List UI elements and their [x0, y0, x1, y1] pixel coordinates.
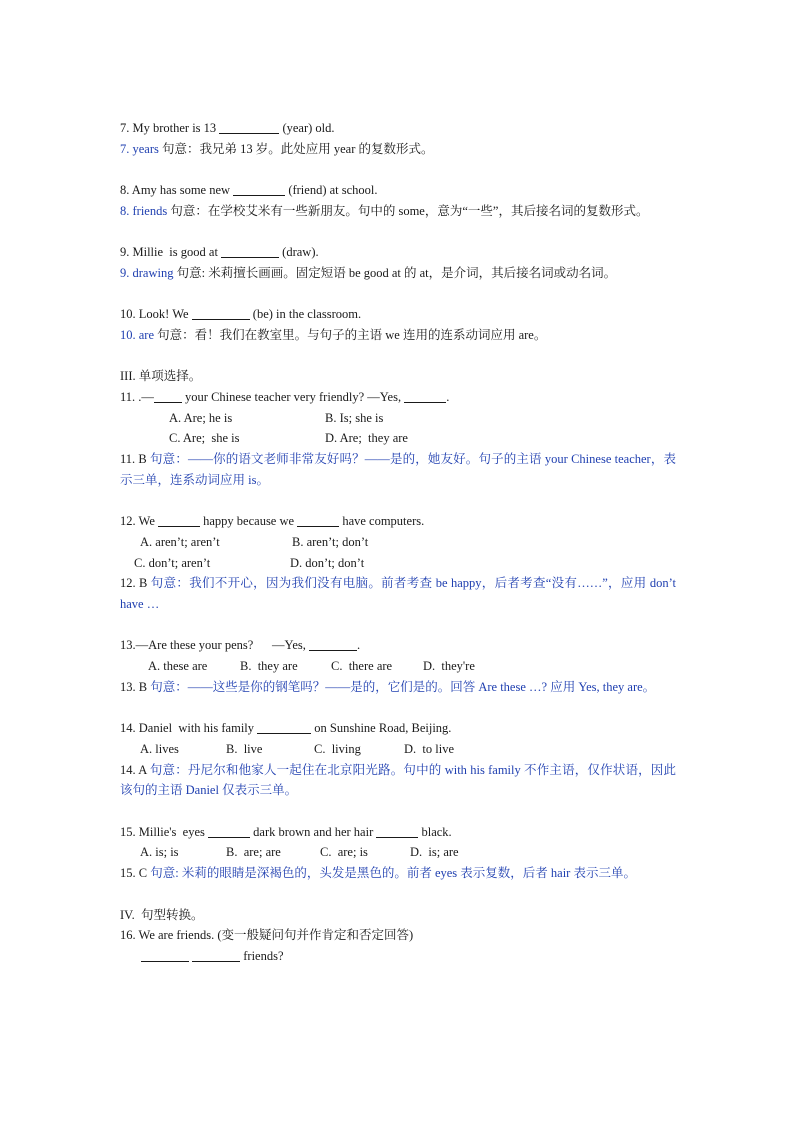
- answer-8-explanation: 句意：在学校艾米有一些新朋友。句中的 some，意为“一些”，其后接名词的复数形式。: [167, 203, 649, 218]
- answer-blank[interactable]: [141, 948, 189, 962]
- option-d[interactable]: D. Are; they are: [325, 431, 408, 446]
- option-b[interactable]: B. they are: [240, 659, 298, 674]
- question-7: [120, 118, 676, 139]
- question-10-text-end: (be) in the classroom.: [249, 307, 362, 322]
- question-12-options-row-2: [120, 553, 676, 574]
- question-15-options: [120, 842, 676, 863]
- question-11-text-mid: your Chinese teacher very friendly? —Yes,: [181, 390, 405, 405]
- question-11-options-row-1: [120, 408, 676, 429]
- answer-7-key: 7. years: [120, 141, 159, 156]
- question-12-text-end: have computers.: [339, 514, 425, 529]
- answer-blank[interactable]: [404, 389, 446, 403]
- answer-10-key: 10. are: [120, 327, 155, 342]
- option-d[interactable]: D. they're: [423, 659, 475, 674]
- option-d[interactable]: D. is; are: [410, 845, 459, 860]
- answer-11: [120, 449, 676, 490]
- answer-15: [120, 863, 676, 884]
- question-15-text-end: black.: [418, 824, 452, 839]
- option-d[interactable]: D. don’t; don’t: [290, 555, 365, 570]
- question-9-text: 9. Millie is good at: [120, 245, 222, 260]
- option-b[interactable]: B. live: [226, 741, 263, 756]
- answer-14: [120, 760, 676, 801]
- answer-15-key: 15. C: [120, 866, 148, 881]
- answer-12-key: 12. B: [120, 576, 148, 591]
- answer-14-explanation: 句意：丹尼尔和他家人一起住在北京阳光路。句中的 with his family 不作主语，仅作状语，因此该句的主语 Daniel 仅表示三单。: [120, 762, 676, 798]
- option-b[interactable]: B. aren’t; don’t: [292, 534, 369, 549]
- question-12-options-row-1: [120, 532, 676, 553]
- answer-blank[interactable]: [154, 389, 182, 403]
- option-a[interactable]: A. these are: [148, 659, 208, 674]
- answer-blank[interactable]: [297, 513, 339, 527]
- question-8: [120, 180, 676, 201]
- option-c[interactable]: C. living: [314, 741, 361, 756]
- answer-10-explanation: 句意：看！我们在教室里。与句子的主语 we 连用的连系动词应用 are。: [154, 327, 547, 342]
- answer-9-key: 9. drawing: [120, 265, 174, 280]
- question-11: [120, 387, 676, 408]
- answer-blank[interactable]: [219, 120, 279, 134]
- answer-15-explanation: 句意: 米莉的眼睛是深褐色的，头发是黑色的。前者 eyes 表示复数，后者 hair 表示三单。: [147, 866, 636, 881]
- question-13-text-end: .: [356, 638, 361, 653]
- option-c[interactable]: C. Are; she is: [169, 431, 240, 446]
- answer-10: [120, 325, 676, 346]
- question-12: [120, 511, 676, 532]
- section-4-title: IV. 句型转换。: [120, 907, 204, 922]
- question-10-text: 10. Look! We: [120, 307, 192, 322]
- question-11-text: 11. .—: [120, 390, 154, 405]
- question-13: [120, 635, 676, 656]
- answer-blank[interactable]: [221, 244, 279, 258]
- question-13-text: 13.—Are these your pens? —Yes,: [120, 638, 309, 653]
- answer-blank[interactable]: [309, 637, 357, 651]
- question-15: [120, 822, 676, 843]
- answer-13: [120, 677, 676, 698]
- question-12-text: 12. We: [120, 514, 158, 529]
- option-a[interactable]: A. lives: [140, 741, 179, 756]
- answer-12: [120, 573, 676, 614]
- option-b[interactable]: B. are; are: [226, 845, 281, 860]
- question-13-options: [120, 656, 676, 677]
- answer-14-key: 14. A: [120, 762, 147, 777]
- answer-9-explanation: 句意: 米莉擅长画画。固定短语 be good at 的 at，是介词，其后接名词或动名词。: [173, 265, 617, 280]
- option-c[interactable]: C. are; is: [320, 845, 368, 860]
- answer-7-explanation: 句意：我兄弟 13 岁。此处应用 year 的复数形式。: [158, 141, 434, 156]
- question-9: [120, 242, 676, 263]
- answer-11-key: 11. B: [120, 452, 147, 467]
- question-14: [120, 718, 676, 739]
- question-16-blanks: [120, 946, 676, 967]
- answer-blank[interactable]: [158, 513, 200, 527]
- answer-9: [120, 263, 676, 284]
- question-16: 16. We are friends. (变一般疑问句并作肯定和否定回答): [120, 928, 414, 943]
- option-d[interactable]: D. to live: [404, 741, 454, 756]
- section-3-title: III. 单项选择。: [120, 369, 202, 384]
- answer-blank[interactable]: [208, 824, 250, 838]
- question-14-options: [120, 739, 676, 760]
- question-15-text: 15. Millie's eyes: [120, 824, 209, 839]
- option-a[interactable]: A. Are; he is: [169, 410, 233, 425]
- answer-blank[interactable]: [376, 824, 418, 838]
- answer-11-explanation: 句意：——你的语文老师非常友好吗？——是的，她友好。句子的主语 your Chinese teacher，表示三单，连系动词应用 is。: [120, 452, 676, 487]
- option-b[interactable]: B. Is; she is: [325, 410, 384, 425]
- question-16-text-end: friends?: [240, 948, 284, 963]
- question-8-text-end: (friend) at school.: [285, 183, 378, 198]
- answer-blank[interactable]: [257, 720, 311, 734]
- answer-13-explanation: 句意：——这些是你的钢笔吗？——是的，它们是的。回答 Are these …? 应用 Yes, they are。: [147, 679, 656, 694]
- question-10: [120, 304, 676, 325]
- question-11-options-row-2: [120, 428, 676, 449]
- question-7-text-end: (year) old.: [279, 121, 335, 135]
- answer-blank[interactable]: [192, 306, 250, 320]
- option-a[interactable]: A. is; is: [140, 845, 179, 860]
- answer-8: [120, 201, 676, 222]
- question-11-text-end: .: [446, 390, 450, 405]
- question-12-text-mid: happy because we: [200, 514, 298, 529]
- answer-7: [120, 139, 676, 160]
- question-7-text: 7. My brother is 13: [120, 121, 220, 135]
- option-c[interactable]: C. don’t; aren’t: [134, 555, 211, 570]
- answer-blank[interactable]: [192, 948, 240, 962]
- answer-blank[interactable]: [233, 182, 285, 196]
- answer-13-key: 13. B: [120, 679, 148, 694]
- answer-12-explanation: 句意：我们不开心，因为我们没有电脑。前者考查 be happy，后者考查“没有……”，应用 don’t have …: [120, 576, 676, 612]
- answer-8-key: 8. friends: [120, 203, 168, 218]
- question-15-text-mid: dark brown and her hair: [250, 824, 377, 839]
- question-9-text-end: (draw).: [279, 245, 319, 260]
- question-14-text-end: on Sunshine Road, Beijing.: [311, 721, 452, 736]
- option-c[interactable]: C. there are: [331, 659, 393, 674]
- option-a[interactable]: A. aren’t; aren’t: [140, 534, 220, 549]
- question-14-text: 14. Daniel with his family: [120, 721, 258, 736]
- exercise-content: [120, 118, 676, 967]
- question-8-text: 8. Amy has some new: [120, 183, 234, 198]
